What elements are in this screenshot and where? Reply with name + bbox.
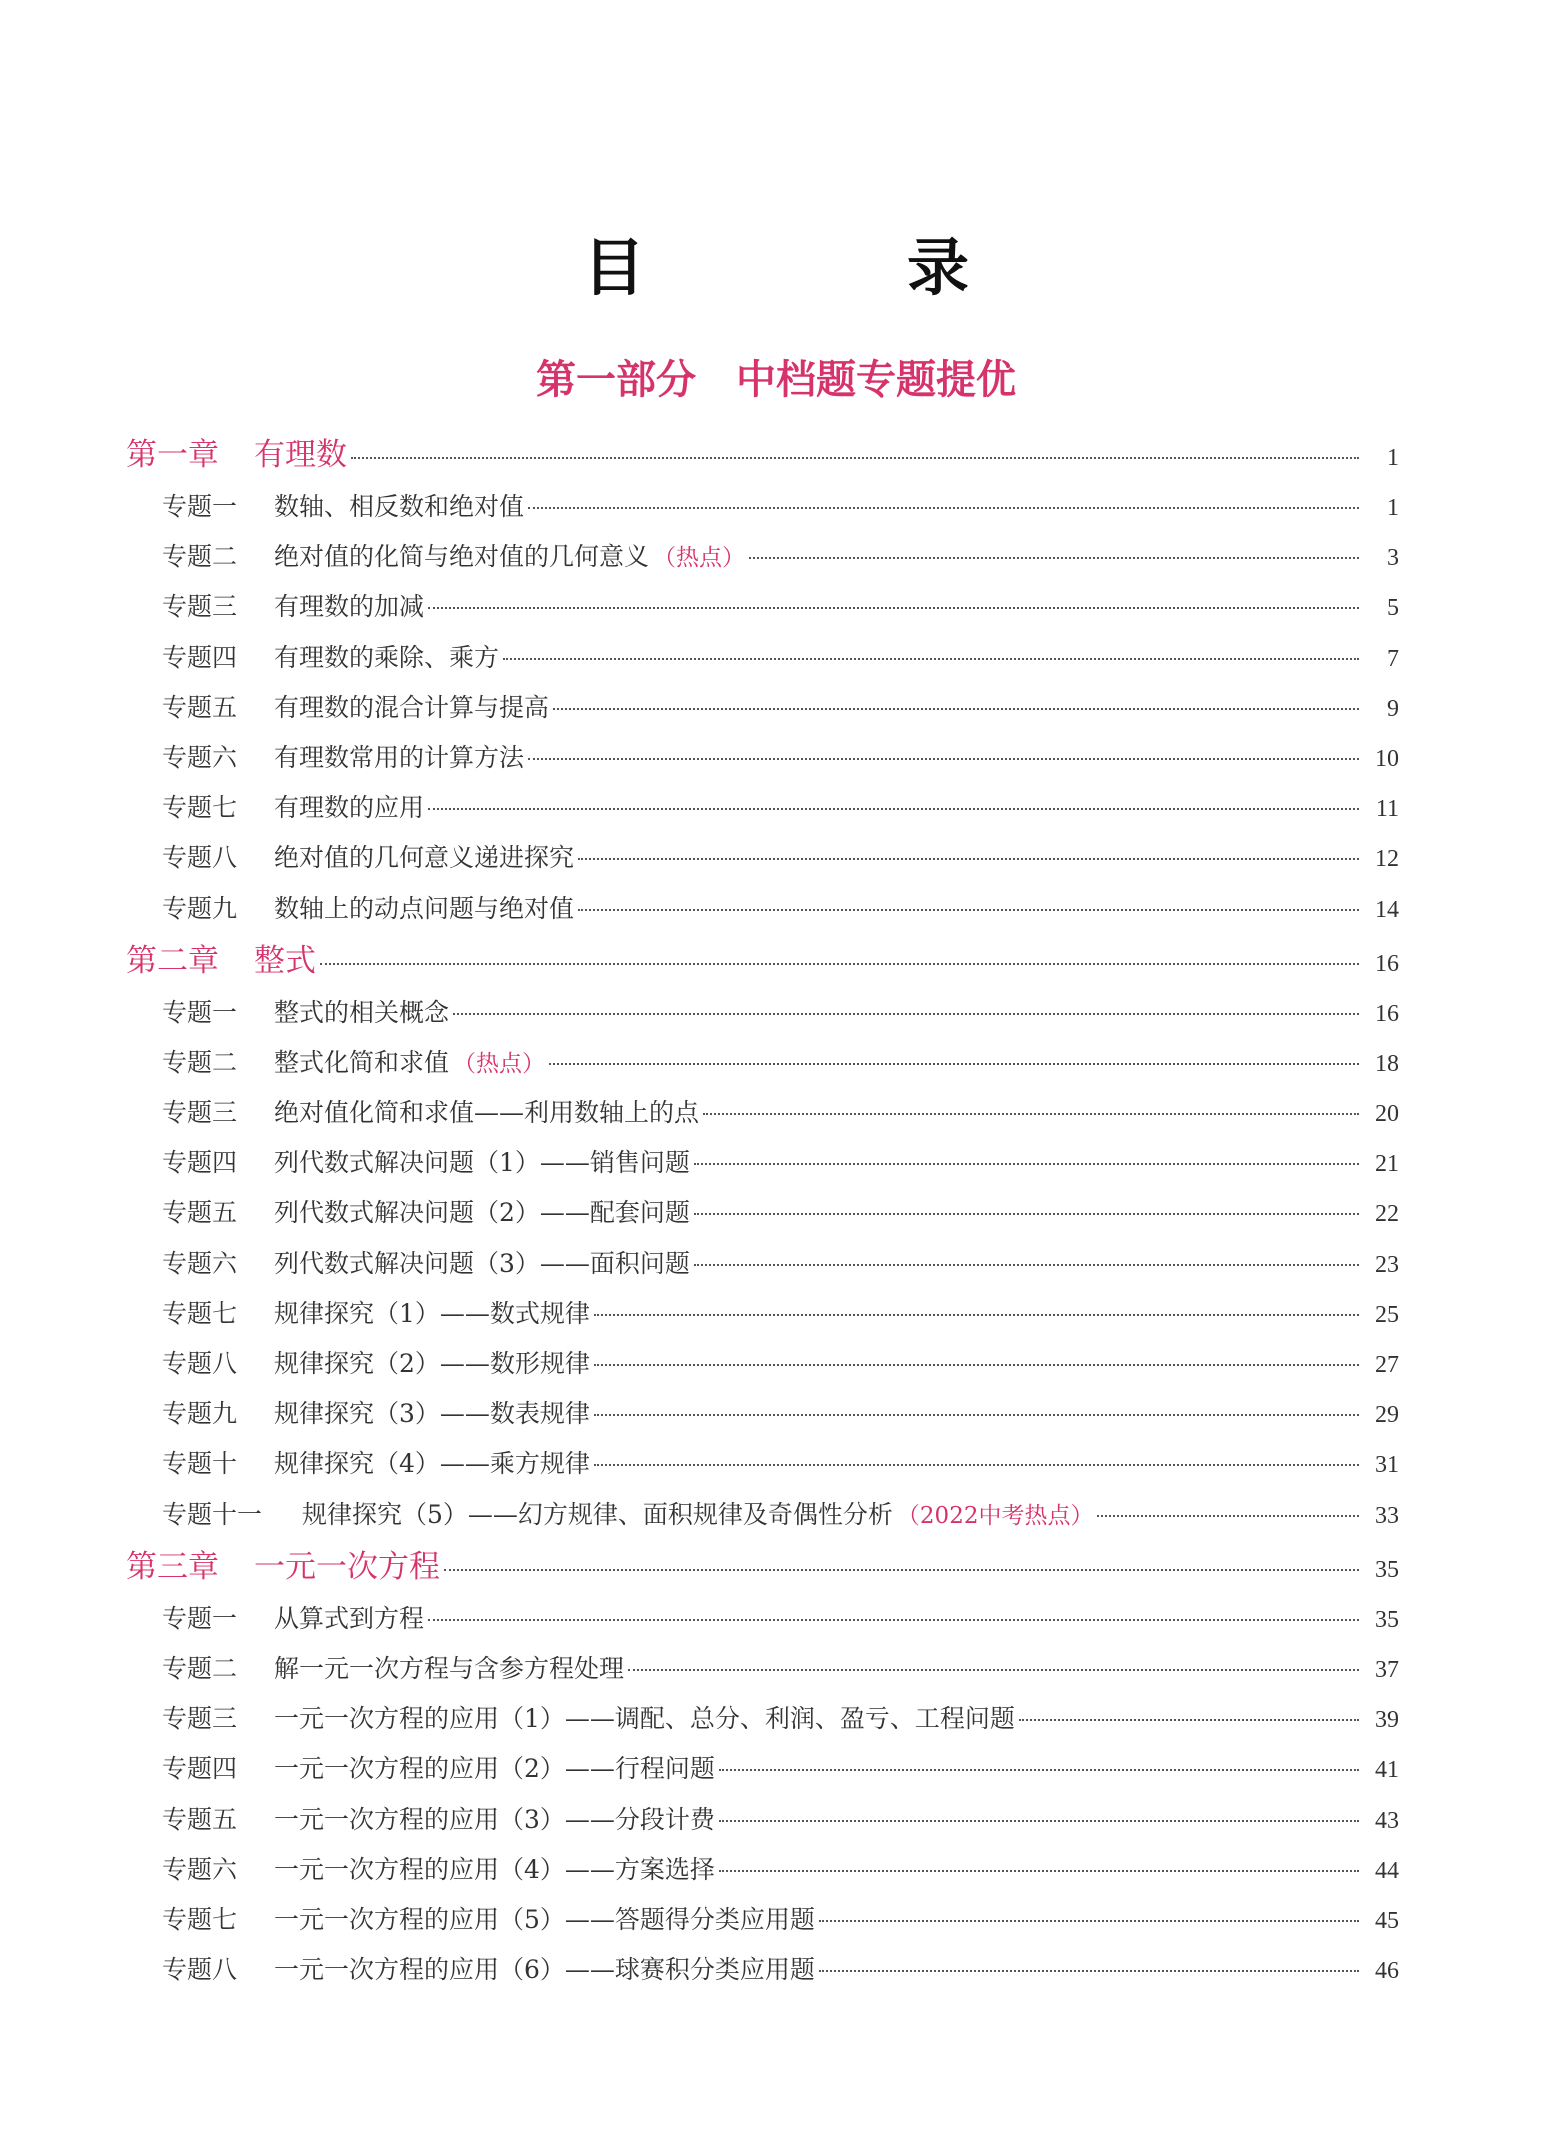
topic-number: 专题二	[162, 1653, 238, 1683]
toc-chapter-entry[interactable]	[126, 428, 1399, 482]
dot-leader	[453, 1013, 1359, 1015]
toc-topic-entry[interactable]	[126, 1289, 1399, 1339]
topic-title: 列代数式解决问题（3）——面积问题	[274, 1248, 690, 1278]
dot-leader	[428, 607, 1359, 609]
topic-number: 专题十	[162, 1449, 238, 1479]
toc-topic-entry[interactable]	[126, 1490, 1399, 1540]
dot-leader	[553, 708, 1359, 710]
page-number: 1	[1387, 445, 1399, 471]
chapter-title: 整式	[254, 942, 316, 979]
topic-title: 整式化简和求值	[274, 1047, 450, 1077]
toc-topic-entry[interactable]	[126, 633, 1399, 683]
toc-topic-entry[interactable]	[126, 733, 1399, 783]
topic-title: 一元一次方程的应用（2）——行程问题	[274, 1754, 715, 1784]
topic-number: 专题二	[162, 542, 238, 572]
page-number: 39	[1375, 1707, 1399, 1734]
page-title: 目 录	[582, 231, 1069, 304]
page-number: 21	[1375, 1151, 1399, 1178]
page-number: 37	[1375, 1656, 1399, 1683]
toc-topic-entry[interactable]	[126, 1845, 1399, 1895]
page-number: 7	[1387, 645, 1399, 672]
hot-tag: （热点）	[653, 545, 746, 572]
topic-number: 专题一	[162, 1603, 238, 1633]
page-number: 44	[1375, 1857, 1399, 1884]
part-title: 第一部分 中档题专题提优	[536, 356, 1016, 403]
page-number: 1	[1387, 495, 1399, 521]
toc-topic-entry[interactable]	[126, 1644, 1399, 1694]
dot-leader	[351, 457, 1359, 459]
topic-title: 有理数的应用	[274, 793, 425, 823]
toc-topic-entry[interactable]	[126, 1239, 1399, 1289]
topic-title: 一元一次方程的应用（5）——答题得分类应用题	[274, 1904, 815, 1934]
topic-number: 专题六	[162, 1854, 238, 1884]
topic-number: 专题五	[162, 1804, 238, 1834]
topic-title: 绝对值的几何意义递进探究	[274, 843, 575, 873]
topic-title: 解一元一次方程与含参方程处理	[274, 1653, 625, 1683]
toc-topic-entry[interactable]	[126, 582, 1399, 632]
topic-title: 规律探究（4）——乘方规律	[274, 1449, 590, 1479]
topic-number: 专题四	[162, 642, 238, 672]
topic-title: 一元一次方程的应用（6）——球赛积分类应用题	[274, 1955, 815, 1985]
page-number: 3	[1387, 545, 1399, 572]
dot-leader	[594, 1464, 1359, 1466]
page-number: 25	[1375, 1301, 1399, 1328]
dot-leader	[694, 1163, 1359, 1165]
topic-number: 专题九	[162, 1399, 238, 1429]
topic-title: 一元一次方程的应用（4）——方案选择	[274, 1854, 715, 1884]
topic-title: 一元一次方程的应用（3）——分段计费	[274, 1804, 715, 1834]
topic-number: 专题二	[162, 1047, 238, 1077]
topic-title: 数轴上的动点问题与绝对值	[274, 893, 575, 923]
dot-leader	[694, 1264, 1359, 1266]
dot-leader	[578, 909, 1359, 911]
page-number: 27	[1375, 1352, 1399, 1378]
toc-topic-entry[interactable]	[126, 988, 1399, 1038]
dot-leader	[578, 858, 1359, 860]
hot-tag: （2022中考热点）	[896, 1502, 1094, 1529]
toc-topic-entry[interactable]	[126, 884, 1399, 934]
toc-topic-entry[interactable]	[126, 1895, 1399, 1945]
topic-number: 专题八	[162, 1349, 238, 1378]
topic-number: 专题三	[162, 1098, 238, 1128]
topic-number: 专题八	[162, 1955, 238, 1985]
page-number: 14	[1375, 896, 1399, 923]
toc-topic-entry[interactable]	[126, 833, 1399, 883]
dot-leader	[528, 507, 1359, 509]
toc-topic-entry[interactable]	[126, 532, 1399, 582]
toc-chapter-entry[interactable]	[126, 934, 1399, 988]
toc-topic-entry[interactable]	[126, 783, 1399, 833]
page-number: 33	[1375, 1502, 1399, 1529]
dot-leader	[628, 1669, 1359, 1671]
topic-title: 有理数的加减	[274, 592, 425, 622]
dot-leader	[819, 1920, 1359, 1922]
dot-leader	[819, 1970, 1359, 1972]
page-number: 22	[1375, 1201, 1399, 1228]
chapter-number: 第二章	[126, 942, 219, 979]
dot-leader	[749, 557, 1359, 559]
dot-leader	[594, 1364, 1359, 1366]
toc-topic-entry[interactable]	[126, 1795, 1399, 1845]
toc-topic-entry[interactable]	[126, 1138, 1399, 1188]
topic-title: 规律探究（1）——数式规律	[274, 1298, 590, 1328]
page-number: 23	[1375, 1251, 1399, 1278]
topic-title: 列代数式解决问题（1）——销售问题	[274, 1148, 690, 1178]
toc-topic-entry[interactable]	[126, 683, 1399, 733]
page-number: 16	[1375, 950, 1399, 977]
topic-number: 专题八	[162, 843, 238, 873]
toc-topic-entry[interactable]	[126, 1389, 1399, 1439]
topic-title: 有理数常用的计算方法	[274, 742, 525, 772]
topic-number: 专题一	[162, 997, 238, 1027]
toc-topic-entry[interactable]	[126, 1188, 1399, 1238]
dot-leader	[1019, 1719, 1359, 1721]
topic-number: 专题九	[162, 893, 238, 923]
topic-title: 规律探究（3）——数表规律	[274, 1399, 590, 1429]
page-number: 18	[1375, 1050, 1399, 1077]
topic-number: 专题五	[162, 1198, 238, 1228]
toc-topic-entry[interactable]	[126, 1945, 1399, 1995]
table-of-contents	[126, 428, 1399, 1995]
toc-topic-entry[interactable]	[126, 1088, 1399, 1138]
topic-title: 有理数的乘除、乘方	[274, 642, 500, 672]
dot-leader	[428, 808, 1359, 810]
chapter-number: 第三章	[126, 1548, 219, 1585]
dot-leader	[428, 1619, 1359, 1621]
topic-title: 规律探究（2）——数形规律	[274, 1349, 590, 1378]
page-number: 35	[1375, 1556, 1399, 1583]
topic-number: 专题四	[162, 1148, 238, 1178]
topic-number: 专题七	[162, 1904, 238, 1934]
chapter-number: 第一章	[126, 437, 219, 473]
dot-leader	[719, 1870, 1359, 1872]
topic-title: 一元一次方程的应用（1）——调配、总分、利润、盈亏、工程问题	[274, 1704, 1015, 1734]
chapter-title: 一元一次方程	[254, 1548, 440, 1585]
page-number: 16	[1375, 1000, 1399, 1027]
topic-number: 专题四	[162, 1754, 238, 1784]
topic-title: 绝对值化简和求值——利用数轴上的点	[274, 1098, 700, 1128]
toc-topic-entry[interactable]	[126, 482, 1399, 532]
page-number: 11	[1375, 796, 1399, 823]
dot-leader	[594, 1314, 1359, 1316]
topic-number: 专题七	[162, 1298, 238, 1328]
toc-topic-entry[interactable]	[126, 1744, 1399, 1794]
hot-tag: （热点）	[453, 1050, 546, 1077]
toc-topic-entry[interactable]	[126, 1439, 1399, 1489]
topic-number: 专题五	[162, 692, 238, 722]
page-number: 35	[1375, 1606, 1399, 1633]
topic-title: 规律探究（5）——幻方规律、面积规律及奇偶性分析	[302, 1499, 893, 1529]
dot-leader	[719, 1820, 1359, 1822]
topic-title: 有理数的混合计算与提高	[274, 692, 550, 722]
topic-title: 列代数式解决问题（2）——配套问题	[274, 1198, 690, 1228]
dot-leader	[694, 1213, 1359, 1215]
page-number: 43	[1375, 1807, 1399, 1834]
dot-leader	[320, 963, 1359, 965]
page-number: 31	[1375, 1452, 1399, 1479]
topic-title: 数轴、相反数和绝对值	[274, 492, 525, 521]
topic-number: 专题六	[162, 742, 238, 772]
toc-topic-entry[interactable]	[126, 1694, 1399, 1744]
toc-topic-entry[interactable]	[126, 1339, 1399, 1389]
topic-title: 绝对值的化简与绝对值的几何意义	[274, 542, 650, 572]
toc-topic-entry[interactable]	[126, 1038, 1399, 1088]
topic-number: 专题七	[162, 793, 238, 823]
dot-leader	[594, 1414, 1359, 1416]
page-number: 45	[1375, 1907, 1399, 1934]
page-number: 41	[1375, 1757, 1399, 1784]
toc-chapter-entry[interactable]	[126, 1540, 1399, 1594]
topic-number: 专题三	[162, 1704, 238, 1734]
chapter-title: 有理数	[254, 437, 347, 473]
toc-topic-entry[interactable]	[126, 1594, 1399, 1644]
dot-leader	[444, 1569, 1359, 1571]
dot-leader	[528, 758, 1359, 760]
page-number: 9	[1387, 695, 1399, 722]
topic-number: 专题一	[162, 492, 238, 521]
dot-leader	[1097, 1515, 1359, 1517]
topic-number: 专题三	[162, 592, 238, 622]
page-number: 29	[1375, 1402, 1399, 1429]
page-number: 46	[1375, 1958, 1399, 1985]
topic-title: 整式的相关概念	[274, 997, 450, 1027]
topic-number: 专题六	[162, 1248, 238, 1278]
dot-leader	[703, 1113, 1359, 1115]
dot-leader	[549, 1063, 1359, 1065]
page-number: 10	[1375, 745, 1399, 772]
topic-title: 从算式到方程	[274, 1603, 425, 1633]
page-number: 12	[1375, 846, 1399, 873]
topic-number: 专题十一	[162, 1499, 263, 1529]
dot-leader	[719, 1769, 1359, 1771]
page-number: 5	[1387, 595, 1399, 622]
page-number: 20	[1375, 1101, 1399, 1128]
dot-leader	[503, 658, 1359, 660]
